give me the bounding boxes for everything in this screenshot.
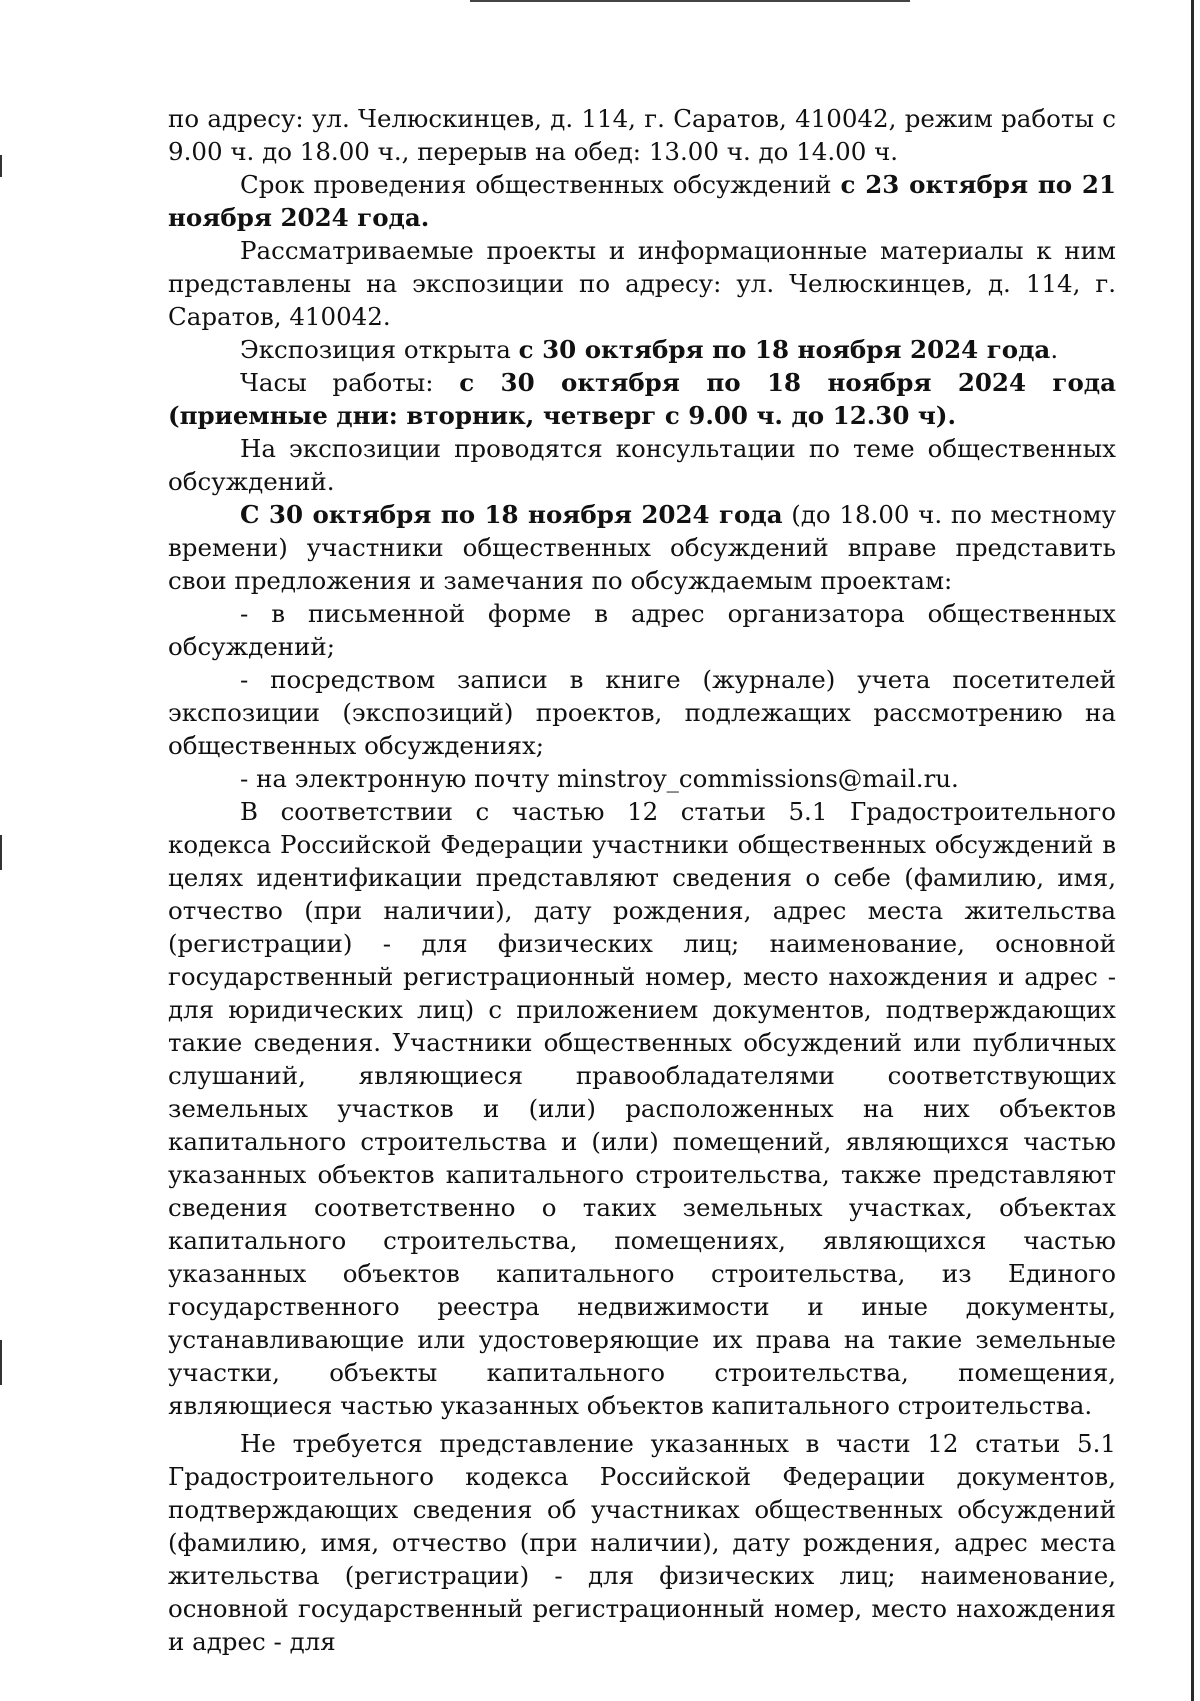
paragraph-text: Экспозиция открыта — [240, 335, 519, 364]
paragraph-identification — [168, 795, 1116, 1422]
proposals-dates: С 30 октября по 18 ноября 2024 года — [240, 500, 783, 529]
scan-right-edge — [1191, 0, 1194, 1701]
paragraph-text: В соответствии с частью 12 статьи 5.1 Градостроительного кодекса Российской Федерации участники общественных обсуждений в целях идентификации представляют сведения о себе (фамилию, имя, отчество (при наличии), дату рождения, адрес места жительства (регистрации) - для физических лиц; наименование, основной государственный регистрационный номер, место нахождения и адрес - для юридических лиц) с приложением документов, подтверждающих такие сведения. Участники общественных обсуждений или публичных слушаний, являющиеся правообладателями соответствующих земельных участков и (или) расположенных на них объектов капитального строительства и (или) помещений, являющихся частью указанных объектов капитального строительства, также представляют сведения соответственно о таких земельных участках, объектах капитального строительства, помещениях, являющихся частью указанных объектов капитального строительства, из Единого государственного реестра недвижимости и иные документы, устанавливающие или удостоверяющие их права на такие земельные участки, объекты капитального строительства, помещения, являющиеся частью указанных объектов капитального строительства. — [168, 797, 1116, 1420]
paragraph-text: Рассматриваемые проекты и информационные материалы к ним представлены на экспозиции по адресу: ул. Челюскинцев, д. 114, г. Саратов, 410042. — [168, 236, 1116, 331]
paragraph-text: - в письменной форме в адрес организатора общественных обсуждений; — [168, 599, 1116, 661]
discussion-dates: с 23 октября по 21 ноября 2024 года. — [168, 170, 1117, 232]
paragraph-exposition-open — [168, 333, 1116, 366]
paragraph-text: - посредством записи в книге (журнале) учета посетителей экспозиции (экспозиций) проектов, подлежащих рассмотрению на общественных обсуждениях; — [168, 665, 1116, 760]
scan-left-mark — [0, 1340, 2, 1385]
paragraph-working-hours — [168, 366, 1116, 432]
paragraph-text: Не требуется представление указанных в части 12 статьи 5.1 Градостроительного кодекса Российской Федерации документов, подтверждающих сведения об участниках общественных обсуждений (фамилию, имя, отчество (при наличии), дату рождения, адрес места жительства (регистрации) - для физических лиц; наименование, основной государственный регистрационный номер, место нахождения и адрес - для — [168, 1429, 1116, 1656]
working-hours: с 30 октября по 18 ноября 2024 года (приемные дни: вторник, четверг с 9.00 ч. до 12.30 ч). — [168, 368, 1116, 430]
paragraph-text: по адресу: ул. Челюскинцев, д. 114, г. Саратов, 410042, режим работы с 9.00 ч. до 18.00 ч., перерыв на обед: 13.00 ч. до 14.00 ч. — [168, 104, 1116, 166]
exposition-dates: с 30 октября по 18 ноября 2024 года — [518, 335, 1051, 364]
list-item-written-form — [168, 597, 1116, 663]
list-item-email — [168, 762, 1116, 795]
scan-left-mark — [0, 155, 2, 177]
paragraph-text: . — [1050, 335, 1059, 364]
list-item-visitor-book — [168, 663, 1116, 762]
paragraph-text: Часы работы: — [240, 368, 460, 397]
paragraph-address — [168, 102, 1116, 168]
paragraph-text: - на электронную почту minstroy_commissions@mail.ru. — [240, 764, 959, 793]
paragraph-discussion-period — [168, 168, 1116, 234]
document-body — [168, 102, 1116, 1658]
paragraph-proposals-period — [168, 498, 1116, 597]
paragraph-not-required — [168, 1427, 1116, 1658]
scan-left-mark — [0, 835, 2, 870]
paragraph-projects-exposition — [168, 234, 1116, 333]
paragraph-text: На экспозиции проводятся консультации по теме общественных обсуждений. — [168, 434, 1116, 496]
paragraph-consultations — [168, 432, 1116, 498]
scan-top-edge — [470, 0, 910, 2]
paragraph-text: Срок проведения общественных обсуждений — [240, 170, 841, 199]
paragraph-text: (до 18.00 ч. по местному времени) участники общественных обсуждений вправе представить свои предложения и замечания по обсуждаемым проектам: — [168, 500, 1117, 595]
